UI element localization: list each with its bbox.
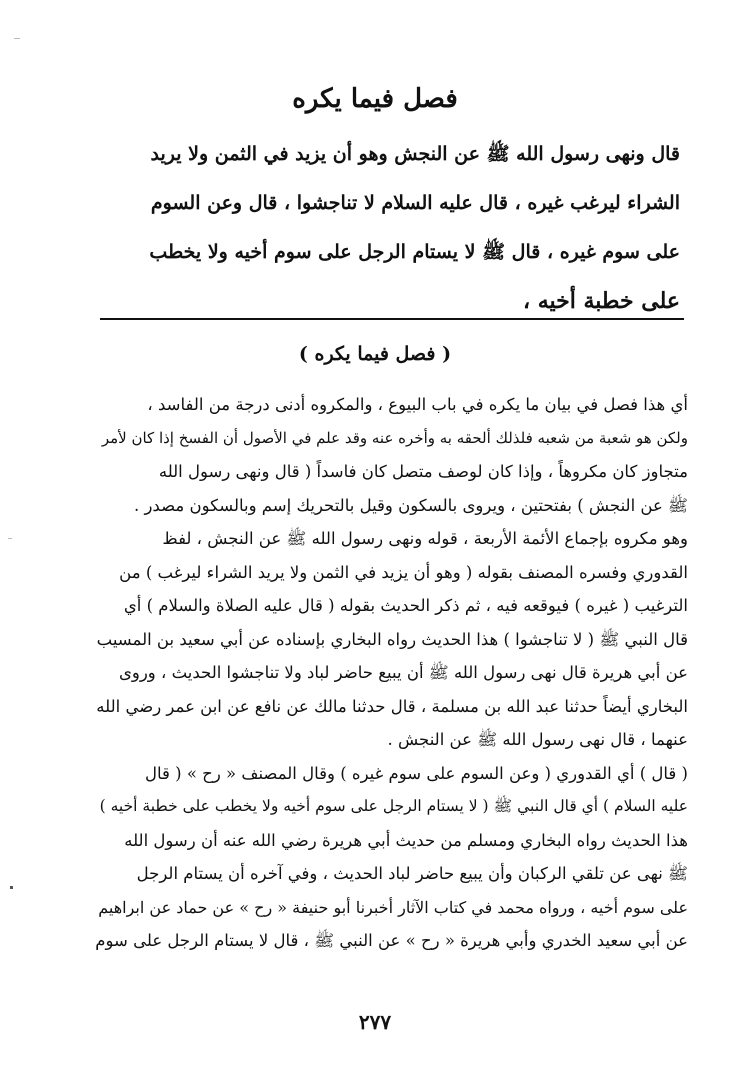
matn-line: الشراء ليرغب غيره ، قال عليه السلام لا تناجشوا ، قال وعن السوم bbox=[150, 192, 680, 214]
separator-rule bbox=[100, 318, 684, 320]
commentary-line: البخاري أيضاً حدثنا عبد الله بن مسلمة ، قال حدثنا مالك عن نافع عن ابن عمر رضي الله bbox=[96, 696, 688, 716]
matn-line: قال ونهى رسول الله ﷺ عن النجش وهو أن يزيد في الثمن ولا يريد bbox=[150, 143, 680, 165]
commentary-line: عنهما ، قال نهى رسول الله ﷺ عن النجش . bbox=[387, 730, 688, 749]
commentary-line: عن أبي سعيد الخدري وأبي هريرة « رح » عن النبي ﷺ ، قال لا يستام الرجل على سوم bbox=[95, 931, 688, 950]
commentary-line: ﷺ نهى عن تلقي الركبان وأن يبيع حاضر لباد الحديث ، وفي آخره أن يستام الرجل bbox=[136, 864, 688, 883]
scan-speck bbox=[10, 886, 13, 889]
matn-text bbox=[140, 130, 680, 326]
commentary-line: متجاوز كان مكروهاً ، وإذا كان لوصف متصل كان فاسداً ( قال ونهى رسول الله bbox=[158, 462, 688, 481]
commentary-text bbox=[90, 388, 688, 958]
commentary-line: ولكن هو شعبة من شعبه فلذلك ألحقه به وأخره عنه وقد علم في الأصول أن الفسخ إذا كان لأمر bbox=[101, 428, 688, 447]
commentary-line: أي هذا فصل في بيان ما يكره في باب البيوع ، والمكروه أدنى درجة من الفاسد ، bbox=[147, 395, 688, 414]
commentary-heading: ( فصل فيما يكره ) bbox=[298, 343, 452, 365]
commentary-line: ﷺ عن النجش ) بفتحتين ، ويروى بالسكون وقيل بالتحريك إسم وبالسكون مصدر . bbox=[133, 495, 688, 515]
commentary-line: على سوم أخيه ، ورواه محمد في كتاب الآثار أخبرنا أبو حنيفة « رح » عن حماد عن ابراهيم bbox=[98, 897, 688, 917]
commentary-line: عن أبي هريرة قال نهى رسول الله ﷺ أن يبيع حاضر لباد ولا تناجشوا الحديث ، وروى bbox=[118, 663, 688, 682]
scan-speck bbox=[14, 38, 20, 39]
section-title: فصل فيما يكره bbox=[292, 84, 458, 114]
commentary-line: الترغيب ( غيره ) فيوقعه فيه ، ثم ذكر الحديث بقوله ( قال عليه الصلاة والسلام ) أي bbox=[123, 596, 688, 615]
matn-line: على خطبة أخيه ، bbox=[522, 288, 680, 314]
commentary-line: وهو مكروه بإجماع الأئمة الأربعة ، قوله ونهى رسول الله ﷺ عن النجش ، لفظ bbox=[162, 529, 688, 548]
page-number: ٢٧٧ bbox=[358, 1010, 392, 1034]
scan-speck bbox=[8, 538, 12, 539]
commentary-line: عليه السلام ) أي قال النبي ﷺ ( لا يستام الرجل على سوم أخيه ولا يخطب على خطبة أخيه ) bbox=[99, 797, 688, 815]
commentary-line: قال النبي ﷺ ( لا تناجشوا ) هذا الحديث رواه البخاري بإسناده عن أبي سعيد بن المسيب bbox=[96, 629, 688, 649]
commentary-line: هذا الحديث رواه البخاري ومسلم من حديث أبي هريرة رضي الله عنه أن رسول الله bbox=[124, 830, 688, 850]
commentary-line: القدوري وفسره المصنف بقوله ( وهو أن يزيد في الثمن ولا يريد الشراء ليرغب ) من bbox=[119, 562, 688, 582]
commentary-line: ( قال ) أي القدوري ( وعن السوم على سوم غيره ) وقال المصنف « رح » ( قال bbox=[145, 763, 688, 783]
matn-line: على سوم غيره ، قال ﷺ لا يستام الرجل على سوم أخيه ولا يخطب bbox=[149, 241, 680, 263]
